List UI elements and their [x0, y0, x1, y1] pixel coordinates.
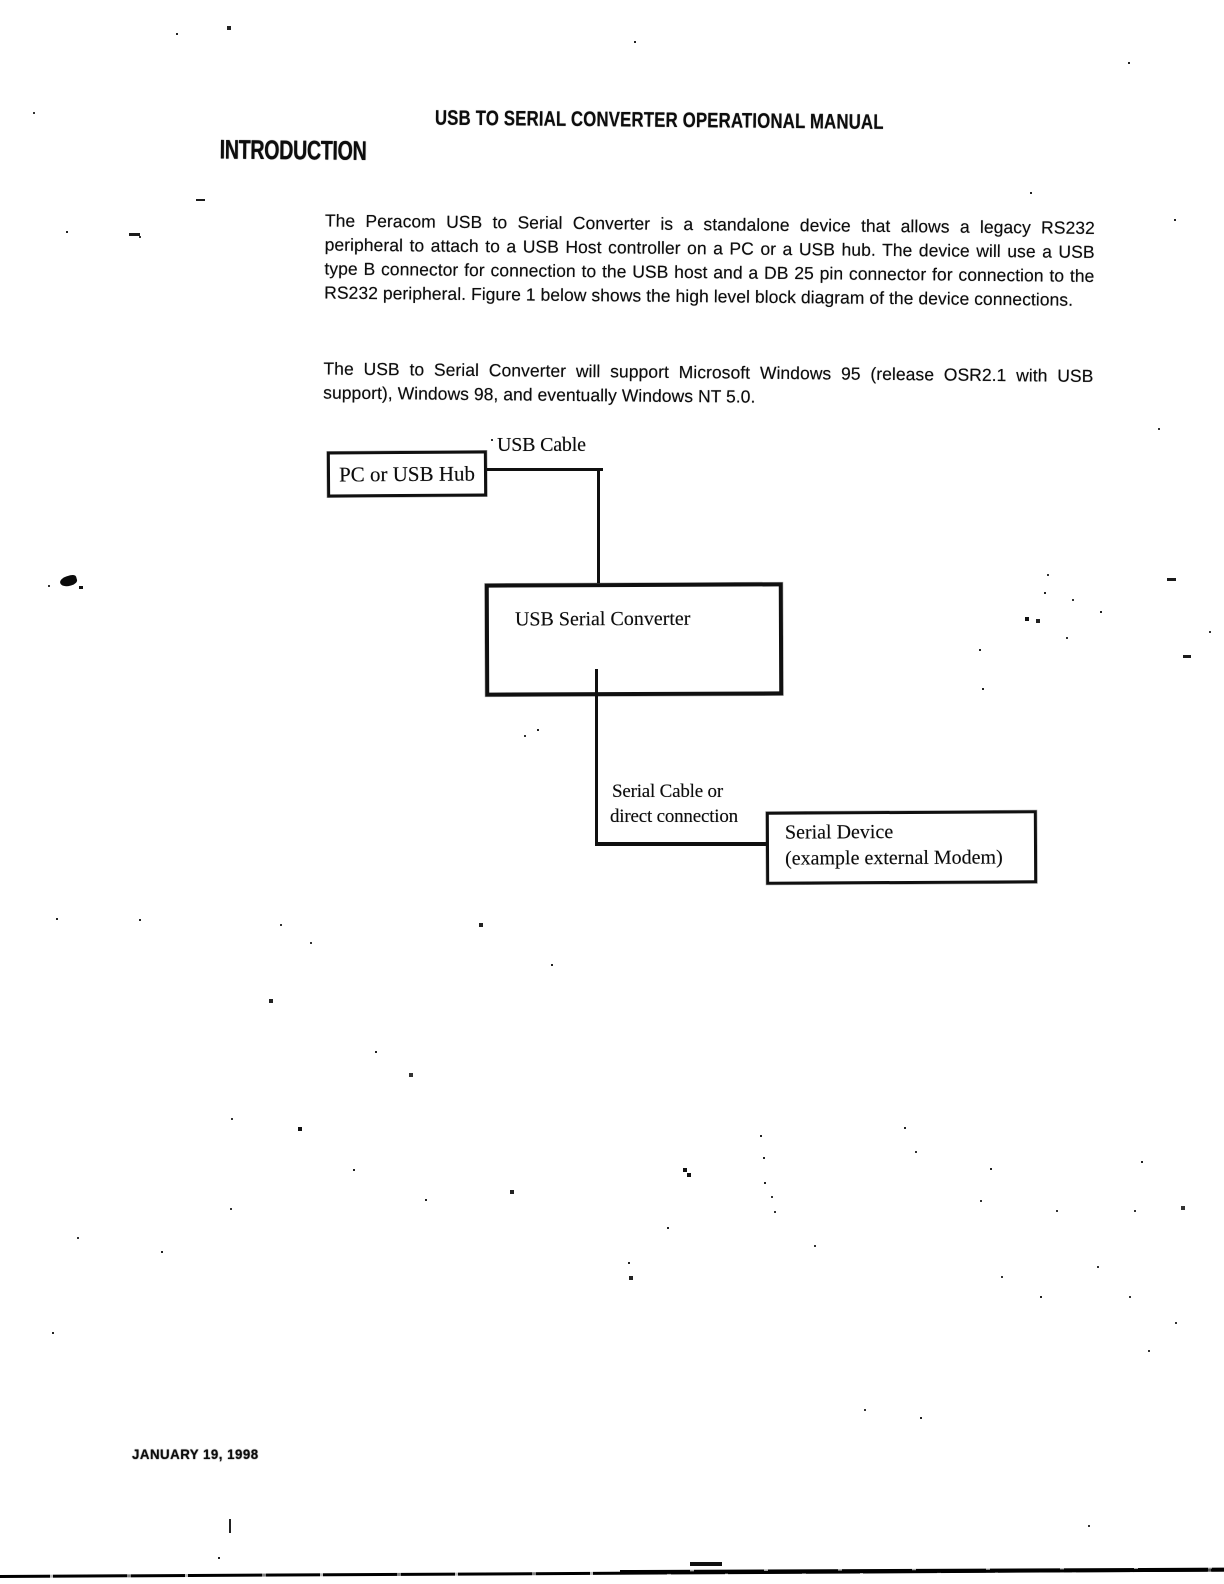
usb-cable-edge-label: USB Cable — [497, 434, 586, 456]
section-heading-introduction: INTRODUCTION — [219, 134, 367, 166]
scan-speckles — [0, 0, 2, 2]
scan-mark-dash — [129, 233, 140, 236]
serial-cable-connector-horizontal — [595, 842, 769, 846]
serial-cable-edge-label-line2: direct connection — [610, 806, 738, 827]
serial-device-label-line2: (example external Modem) — [784, 846, 1003, 870]
intro-paragraph-1: The Peracom USB to Serial Converter is a standalone device that allows a legacy RS232 peripheral to attach to a USB Host controller on a PC or a USB hub. The device will use a USB type B connector for connection to the USB host and a DB 25 pin connector for connection to the RS232 peripheral. Figure 1 below shows the high level block diagram of the device connections. — [324, 210, 1095, 311]
node-usb-serial-converter: USB Serial Converter — [485, 582, 783, 696]
scan-edge-dash — [690, 1562, 722, 1566]
ink-blot-satellite-dot — [48, 585, 50, 587]
ink-blot-satellite-dot — [79, 586, 83, 589]
document-title: USB TO SERIAL CONVERTER OPERATIONAL MANUAL — [434, 106, 884, 134]
serial-cable-edge-label-line1: Serial Cable or — [612, 781, 723, 802]
intro-paragraph-2: The USB to Serial Converter will support Microsoft Windows 95 (release OSR2.1 with USB support), Windows 98, and eventually Windows NT 5.0. — [323, 358, 1094, 407]
node-serial-device — [766, 810, 1037, 884]
usb-cable-connector-vertical — [597, 468, 600, 586]
node-pc-or-usb-hub: PC or USB Hub — [327, 450, 487, 497]
scan-mark-dash — [1167, 578, 1176, 581]
scan-mark-dash — [196, 199, 205, 201]
usb-cable-connector-horizontal — [483, 468, 603, 471]
serial-cable-connector-vertical — [595, 669, 598, 845]
scan-mark-dash — [1183, 655, 1191, 658]
serial-device-label-line1: Serial Device — [784, 821, 894, 844]
footer-date: JANUARY 19, 1998 — [132, 1446, 259, 1462]
scan-edge-tick — [229, 1519, 231, 1533]
